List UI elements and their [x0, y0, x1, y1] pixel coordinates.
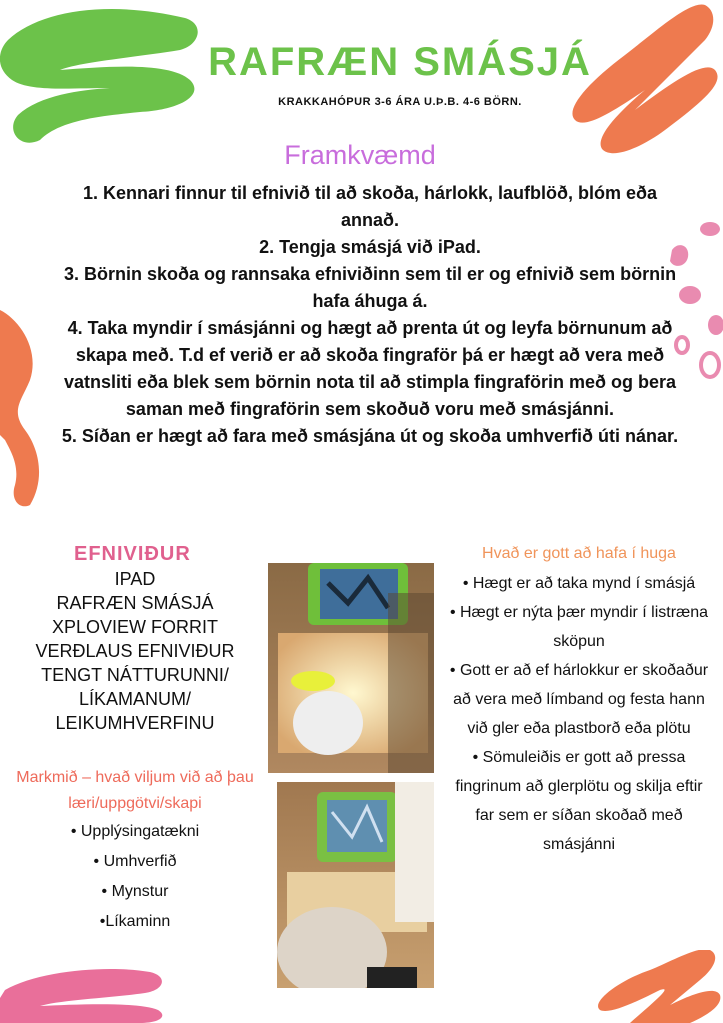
materials-item: TENGT NÁTTURUNNI/ — [41, 665, 229, 685]
photo-ipad-microscope-top — [268, 563, 434, 773]
pink-brush-decoration — [0, 960, 170, 1023]
bottom-orange-brush-decoration — [590, 950, 723, 1023]
materials-item: RAFRÆN SMÁSJÁ — [56, 593, 214, 613]
tips-heading: Hvað er gott að hafa í huga — [482, 545, 676, 562]
tips-list — [448, 569, 710, 859]
tips-item: • Sömuleiðis er gott að pressa fingrinum að glerplötu og skilja eftir far sem er síðan skoðað með smásjánni — [455, 749, 703, 853]
materials-item: XPLOVIEW FORRIT — [51, 617, 219, 637]
materials-list — [10, 567, 260, 735]
goals-list — [10, 817, 260, 937]
goals-item: • Umhverfið — [93, 853, 177, 870]
tips-item: • Hægt er nýta þær myndir í listræna sköpun — [449, 604, 709, 650]
materials-item: VERÐLAUS EFNIVIÐUR — [35, 641, 235, 661]
procedure-step: 1. Kennari finnur til efnivið til að skoða, hárlokk, laufblöð, blóm eða annað. — [82, 183, 658, 230]
procedure-steps — [55, 180, 685, 450]
goals-heading: Markmið – hvað viljum við að þau læri/uppgötvi/skapi — [16, 769, 254, 812]
tips-item: • Hægt er að taka mynd í smásjá — [462, 575, 696, 592]
right-column — [448, 541, 710, 859]
materials-item: LÍKAMANUM/ — [78, 689, 192, 709]
photo-ipad-microscope-bottom — [277, 782, 434, 988]
goals-item: • Mynstur — [101, 883, 169, 900]
materials-heading: EFNIVIÐUR — [74, 543, 191, 565]
page-subtitle: KRAKKAHÓPUR 3-6 ÁRA U.Þ.B. 4-6 BÖRN. — [278, 96, 522, 108]
procedure-step: 5. Síðan er hægt að fara með smásjána út og skoða umhverfið úti nánar. — [61, 426, 679, 446]
materials-item: IPAD — [114, 569, 156, 589]
procedure-step: 3. Börnin skoða og rannsaka efniviðinn sem til er og efnivið sem börnin hafa áhuga á. — [63, 264, 677, 311]
procedure-step: 2. Tengja smásjá við iPad. — [259, 237, 481, 257]
photo-illustration — [277, 782, 434, 988]
page-title: RAFRÆN SMÁSJÁ — [208, 40, 592, 84]
goals-item: • Upplýsingatækni — [70, 823, 200, 840]
materials-item: LEIKUMHVERFINU — [55, 713, 215, 733]
tips-item: • Gott er að ef hárlokkur er skoðaður að vera með límband og festa hann við gler eða plastborð eða plötu — [449, 662, 709, 737]
left-column — [10, 541, 260, 937]
left-orange-brush-decoration — [0, 300, 50, 510]
goals-item: •Líkaminn — [99, 913, 171, 930]
procedure-heading: Framkvæmd — [284, 140, 436, 170]
photo-illustration — [268, 563, 434, 773]
procedure-step: 4. Taka myndir í smásjánni og hægt að prenta út og leyfa börnunum að skapa með. T.d ef verið er að skoða fingraför þá er hægt að vera með vatnsliti eða blek sem börnin nota til að stimpla fingraförin með og bera saman með fingraförin sem skoðuð voru með smásjánni. — [63, 318, 677, 419]
